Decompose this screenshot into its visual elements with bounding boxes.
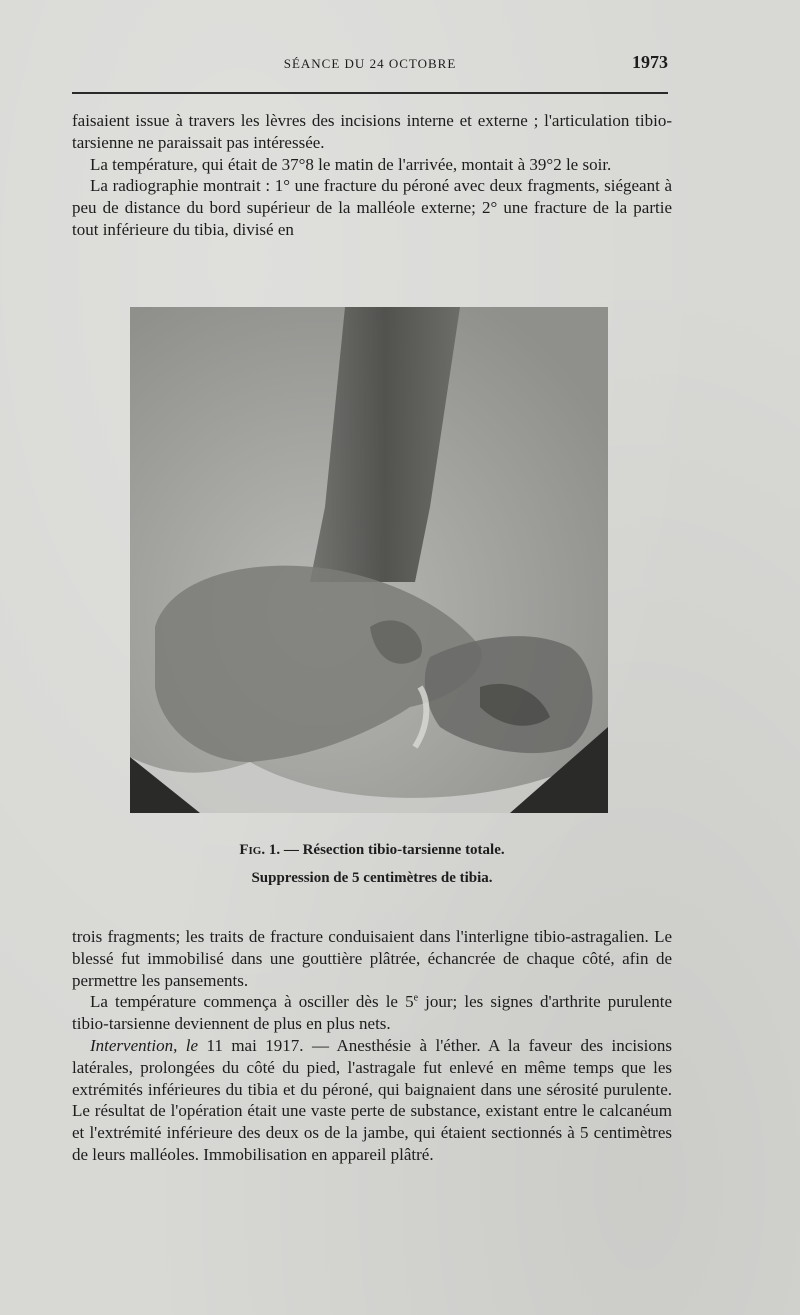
paragraph-text: La température commença à osciller dès le 5	[90, 992, 414, 1012]
paragraph	[72, 1035, 672, 1166]
figure-caption-text: — Résection tibio-tarsienne totale.	[283, 842, 505, 858]
running-head	[72, 52, 668, 76]
figure-caption-line1	[72, 842, 672, 859]
paragraph: trois fragments; les traits de fracture conduisaient dans l'interligne tibio-astragalien. Le blessé fut immobilisé dans une gouttière plâtrée, échancrée de chaque côté, afin de permettre les pansements.	[72, 927, 672, 990]
xray-figure	[130, 307, 608, 813]
figure-label: Fig. 1.	[239, 842, 281, 858]
running-title: SÉANCE DU 24 OCTOBRE	[283, 56, 457, 71]
paragraph: La radiographie montrait : 1° une fracture du péroné avec deux fragments, siégeant à peu de distance du bord supérieur de la malléole externe; 2° une fracture de la partie tout inférieure du tibia, divisé en	[72, 176, 672, 239]
page-number: 1973	[632, 52, 668, 72]
paragraph: faisaient issue à travers les lèvres des incisions interne et externe ; l'articulation tibio-tarsienne ne paraissait pas intéressée.	[72, 111, 672, 152]
paragraph: La température, qui était de 37°8 le matin de l'arrivée, montait à 39°2 le soir.	[90, 154, 612, 174]
superscript: e	[413, 992, 419, 1004]
header-rule	[72, 92, 668, 94]
paragraph-text: jour; les signes d'arthrite purulente tibio-tarsienne deviennent de plus en plus nets.	[72, 992, 672, 1034]
figure-caption-line2: Suppression de 5 centimètres de tibia.	[251, 870, 493, 886]
italic-run: Intervention, le	[90, 1035, 199, 1055]
paragraph	[72, 991, 672, 1035]
xray-image	[130, 307, 608, 813]
text-block-bottom	[72, 926, 672, 1166]
text-block-top	[72, 110, 672, 241]
paragraph-text: 11 mai 1917. — Anesthésie à l'éther. A la faveur des incisions latérales, prolongées du côté du pied, l'astragale fut enlevé en même temps que les extrémités inférieures du tibia et du péroné, qui baignaient dans une sérosité purulente. Le résultat de l'opération était une vaste perte de substance, existant entre le calcanéum et l'extrémité inférieure des deux os de la jambe, qui étaient sectionnés à 5 centimètres de leurs malléoles. Immobilisation en appareil plâtré.	[72, 1035, 673, 1164]
